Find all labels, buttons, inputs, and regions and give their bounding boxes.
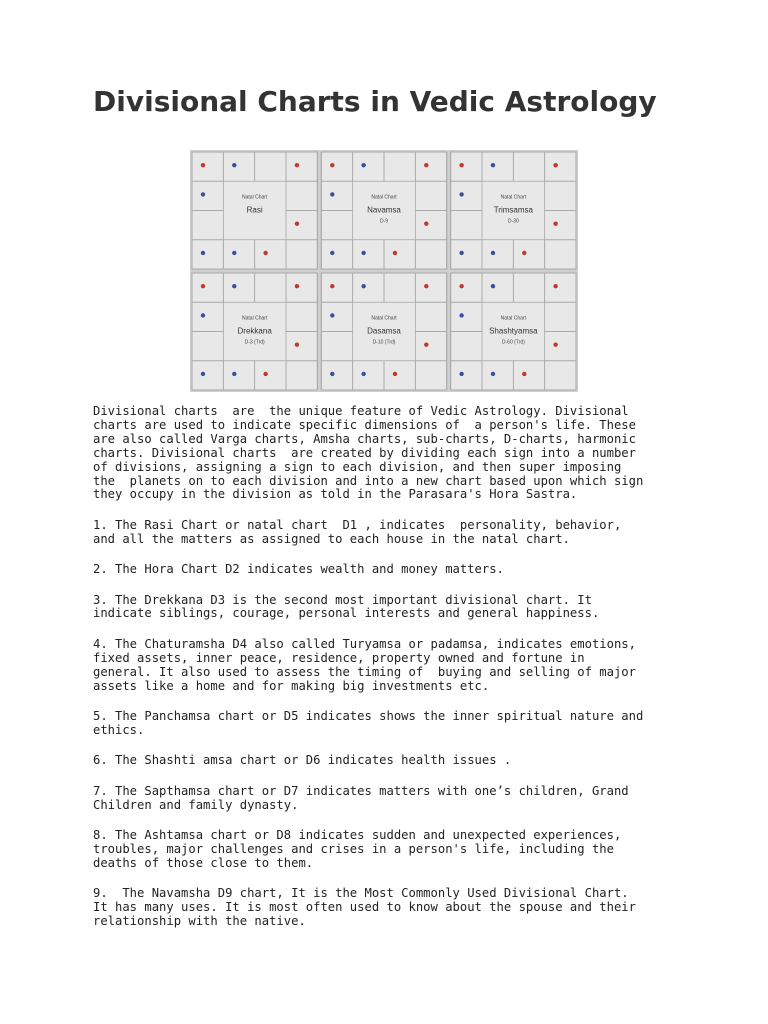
list-item: 5. The Panchamsa chart or D5 indicates shows the inner spiritual nature and ethics. bbox=[93, 709, 644, 737]
chart-name: Rasi bbox=[246, 205, 263, 215]
planet-marker bbox=[491, 163, 495, 167]
page-title: Divisional Charts in Vedic Astrology bbox=[93, 85, 657, 118]
list-item: 4. The Chaturamsha D4 also called Turyamsa or padamsa, indicates emotions, fixed assets, inner peace, residence, property owned and fortune in general. It also used to assess the timing of buying and selling of major assets like a home and for making big investments etc. bbox=[93, 636, 636, 693]
planet-marker bbox=[553, 342, 557, 346]
list-item: 8. The Ashtamsa chart or D8 indicates sudden and unexpected experiences, troubles, major challenges and crises in a person's life, including the deaths of those close to them. bbox=[93, 828, 622, 870]
chart-heading: Natal Chart bbox=[242, 194, 268, 201]
planet-marker bbox=[295, 342, 299, 346]
chart-name: Trimsamsa bbox=[493, 205, 533, 215]
chart-heading: Natal Chart bbox=[500, 194, 526, 201]
planet-marker bbox=[459, 372, 463, 376]
planet-marker bbox=[330, 284, 334, 288]
planet-marker bbox=[232, 372, 236, 376]
planet-marker bbox=[491, 372, 495, 376]
chart-code: D-9 bbox=[379, 218, 389, 225]
planet-marker bbox=[201, 313, 205, 317]
planet-marker bbox=[330, 313, 334, 317]
planet-marker bbox=[459, 313, 463, 317]
planet-marker bbox=[263, 251, 267, 255]
planet-marker bbox=[201, 372, 205, 376]
chart-code: D-10 (Trd) bbox=[372, 339, 396, 346]
list-item: 2. The Hora Chart D2 indicates wealth and money matters. bbox=[93, 562, 504, 577]
chart-name: Dasamsa bbox=[367, 326, 401, 336]
charts-grid bbox=[190, 150, 578, 392]
planet-marker bbox=[459, 163, 463, 167]
list-item: 7. The Sapthamsa chart or D7 indicates matters with one’s children, Grand Children and family dynasty. bbox=[93, 783, 629, 812]
planet-marker bbox=[361, 251, 365, 255]
planet-marker bbox=[295, 221, 299, 225]
planet-marker bbox=[424, 163, 428, 167]
planet-marker bbox=[424, 342, 428, 346]
planet-marker bbox=[201, 192, 205, 196]
planet-marker bbox=[330, 372, 334, 376]
planet-marker bbox=[330, 192, 334, 196]
list-item: 3. The Drekkana D3 is the second most important divisional chart. It indicate siblings, courage, personal interests and general happiness. bbox=[93, 592, 600, 621]
chart-heading: Natal Chart bbox=[371, 194, 397, 201]
planet-marker bbox=[201, 251, 205, 255]
planet-marker bbox=[393, 251, 397, 255]
chart-name: Navamsa bbox=[367, 205, 401, 215]
chart-heading: Natal Chart bbox=[500, 315, 526, 322]
planet-marker bbox=[393, 372, 397, 376]
planet-marker bbox=[361, 163, 365, 167]
intro-paragraph: Divisional charts are the unique feature of Vedic Astrology. Divisional charts are used to indicate specific dimensions of a person's life. These are also called Varga charts, Amsha charts, sub-charts, D-charts, harmonic charts. Divisional charts are created by dividing each sign into a number of divisions, assigning a sign to each division, and then super imposing the planets on to each division and into a new chart based upon which sign they occupy in the division as told in the Parasara's Hora Sastra. bbox=[93, 404, 644, 502]
divisional-charts-image bbox=[190, 150, 578, 392]
planet-marker bbox=[459, 251, 463, 255]
list-item: 6. The Shashti amsa chart or D6 indicates health issues . bbox=[93, 753, 512, 768]
planet-marker bbox=[491, 251, 495, 255]
planet-marker bbox=[522, 372, 526, 376]
planet-marker bbox=[553, 221, 557, 225]
planet-marker bbox=[553, 163, 557, 167]
chart-heading: Natal Chart bbox=[371, 315, 397, 322]
planet-marker bbox=[295, 284, 299, 288]
planet-marker bbox=[459, 192, 463, 196]
planet-marker bbox=[330, 163, 334, 167]
planet-marker bbox=[424, 284, 428, 288]
planet-marker bbox=[491, 284, 495, 288]
planet-marker bbox=[522, 251, 526, 255]
planet-marker bbox=[263, 372, 267, 376]
list-item: 9. The Navamsha D9 chart, It is the Most Commonly Used Divisional Chart. It has many uses. It is most often used to know about the spouse and their relationship with the native. bbox=[93, 886, 636, 929]
chart-heading: Natal Chart bbox=[242, 315, 268, 322]
planet-marker bbox=[424, 221, 428, 225]
planet-marker bbox=[232, 284, 236, 288]
planet-marker bbox=[361, 372, 365, 376]
chart-name: Drekkana bbox=[237, 326, 272, 336]
list-item: 1. The Rasi Chart or natal chart D1 , indicates personality, behavior, and all the matters as assigned to each house in the natal chart. bbox=[93, 517, 622, 546]
chart-code: D-30 bbox=[507, 218, 519, 225]
article-body bbox=[93, 405, 693, 945]
planet-marker bbox=[232, 163, 236, 167]
chart-name: Shashtyamsa bbox=[489, 326, 538, 336]
planet-marker bbox=[201, 163, 205, 167]
planet-marker bbox=[330, 251, 334, 255]
planet-marker bbox=[232, 251, 236, 255]
planet-marker bbox=[201, 284, 205, 288]
planet-marker bbox=[361, 284, 365, 288]
chart-code: D-3 (Trd) bbox=[244, 339, 265, 346]
planet-marker bbox=[459, 284, 463, 288]
planet-marker bbox=[295, 163, 299, 167]
chart-code: D-60 (Trd) bbox=[501, 339, 525, 346]
planet-marker bbox=[553, 284, 557, 288]
